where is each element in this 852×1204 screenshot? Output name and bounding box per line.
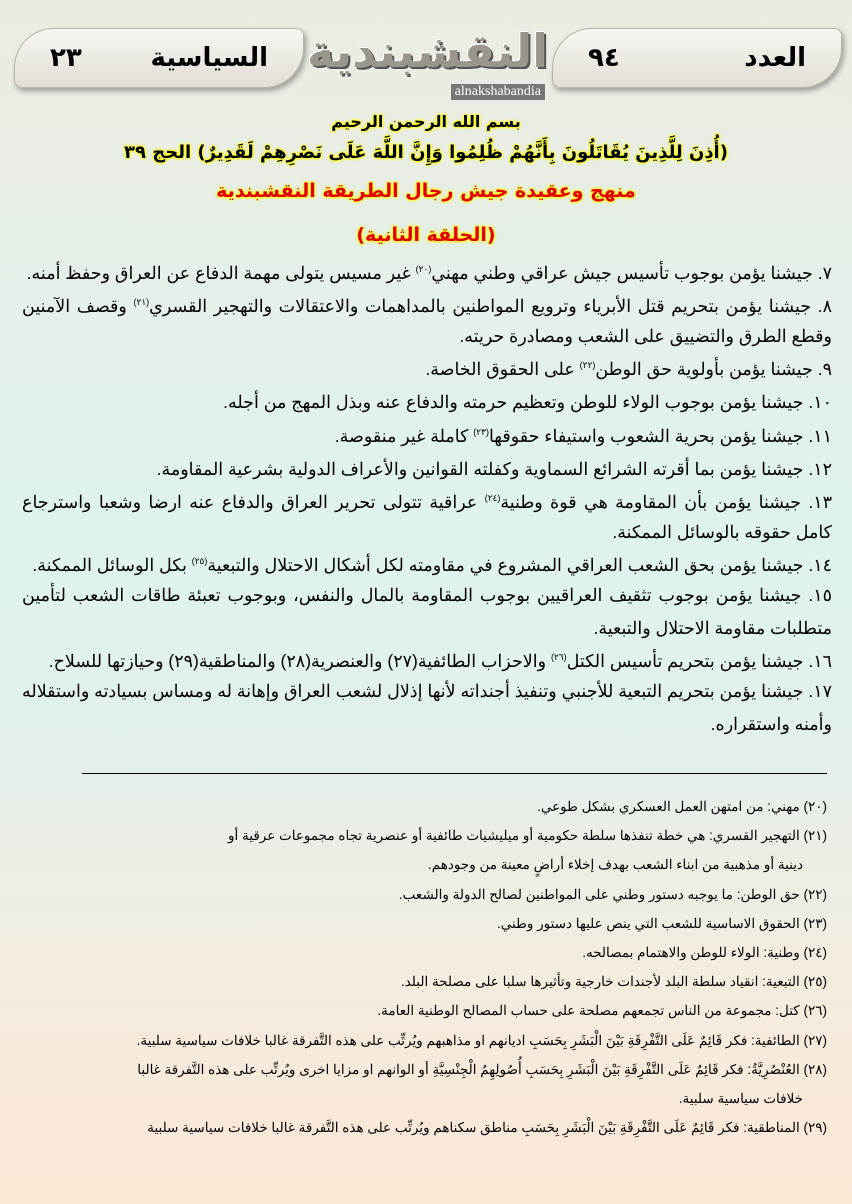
item-text-rest: وقصف الآمنين وقطع الطرق والتضييق على الشعب ومصادرة حريته. <box>22 296 832 346</box>
article-item <box>22 581 832 644</box>
item-text-rest: على الحقوق الخاصة. <box>425 358 580 379</box>
footnote: (٢١) التهجير القسري: هي خطة تنفذها سلطة حكومية أو ميليشيات طائفية أو عنصرية تجاه مجموعات عرقية أو <box>227 828 827 844</box>
footnote: (٢٨) العُنْصُرِيَّةُ: فكر قَائِمٌ عَلَى التَّفْرِقَةِ بَيْنَ الْبَشَرِ بِحَسَبِ أُصُولِهِمُ الْجِنْسِيَّةِ أو الوانهم او مزايا اخرى ويُرتِّب على هذه التَّفرقة غالبا <box>137 1061 827 1077</box>
item-text-rest: بكل الوسائل الممكنة. <box>32 555 192 576</box>
footnote-ref[interactable]: (٢٦) <box>550 652 567 663</box>
item-text: ٩. جيشنا يؤمن بأولوية حق الوطن <box>595 358 832 379</box>
item-text-rest: عراقية تتولى تحرير العراق والدفاع عنه ارضا وشعبا واسترجاع كامل حقوقه بالوسائل الممكنة. <box>22 492 832 542</box>
item-text: ١١. جيشنا يؤمن بحرية الشعوب واستيفاء حقوقها <box>488 425 832 446</box>
logo-latin: alnakshabandia <box>451 84 545 100</box>
section-label: السياسية <box>150 43 268 73</box>
footnote: (٢٣) الحقوق الاساسية للشعب التي ينص عليها دستور وطني. <box>497 915 827 931</box>
footnote: (٢٩) المناطقية: فكر قَائِمٌ عَلَى التَّفْرِقَةِ بَيْنَ الْبَشَرِ بِحَسَبِ مناطق سكناهم ويُرتِّب على هذه التَّفرقة غالبا خلافات سياسية سلبية <box>147 1120 827 1136</box>
item-text: ٧. جيشنا يؤمن بوجوب تأسيس جيش عراقي وطني مهني <box>431 262 832 283</box>
article-item <box>22 677 832 740</box>
item-text: ١٥. جيشنا يؤمن بوجوب تثقيف العراقيين بوجوب المقاومة بالمال والنفس، وبوجوب تعبئة طاقات الشعب لتأمين متطلبات مقاومة الاحتلال والتبعية. <box>22 584 832 638</box>
item-text-rest: والاحزاب الطائفية(٢٧) والعنصرية(٢٨) والمناطقية(٢٩) وحيازتها للسلاح. <box>48 651 551 672</box>
item-text: ١٠. جيشنا يؤمن بوجوب الولاء للوطن وتعظيم حرمته والدفاع عنه وبذل المهج من أجله. <box>223 392 832 413</box>
logo-text: النقشبندية <box>306 24 549 78</box>
article-item <box>22 547 832 580</box>
article-part: (الحلقة الثانية) <box>356 224 496 246</box>
article-item <box>22 451 832 484</box>
footnote: (٢٢) حق الوطن: ما يوجبه دستور وطني على المواطنين لصالح الدولة والشعب. <box>398 886 827 902</box>
article-item <box>22 484 832 547</box>
item-text: ١٧. جيشنا يؤمن بتحريم التبعية للأجنبي وتنفيذ أجنداته لأنها إذلال لشعب العراق وإهانة له ومساس بسيادته واستقلاله وأمنه واستقراره. <box>22 680 832 735</box>
footnote-ref[interactable]: (٢٣) <box>473 426 489 437</box>
page-number: ٢٣ <box>50 43 82 73</box>
footnote: (٢٠) مهني: من امتهن العمل العسكري بشكل طوعي. <box>537 799 827 814</box>
section-banner <box>14 28 304 88</box>
footnote-ref[interactable]: (٢٠) <box>415 264 432 274</box>
footnote-continuation: دينية أو مذهبية من ابناء الشعب بهدف إخلاء أراضٍ معينة من وجودهم. <box>428 857 803 873</box>
masthead-logo <box>305 18 550 100</box>
item-text-rest: كاملة غير منقوصة. <box>334 425 474 446</box>
article-item <box>22 288 832 351</box>
footnote-ref[interactable]: (٢٢) <box>579 360 596 371</box>
article-body <box>22 255 832 740</box>
article-item <box>22 418 832 451</box>
item-text: ١٣. جيشنا يؤمن بأن المقاومة هي قوة وطنية <box>500 492 832 513</box>
footnote: (٢٥) التبعية: انقياد سلطة البلد لأجندات خارجية وتأثيرها سلبا على مصلحة البلد. <box>400 974 827 990</box>
footnote-divider <box>82 773 827 774</box>
item-text: ١٦. جيشنا يؤمن بتحريم تأسيس الكتل <box>566 651 832 672</box>
footnote: (٢٤) وطنية: الولاء للوطن والاهتمام بمصالحه. <box>582 945 827 961</box>
item-text: ١٤. جيشنا يؤمن بحق الشعب العراقي المشروع في مقاومته لكل أشكال الاحتلال والتبعية <box>207 555 832 576</box>
footnote: (٢٧) الطائفية: فكر قَائِمٌ عَلَى التَّفْرِقَةِ بَيْنَ الْبَشَرِ بِحَسَبِ اديانهم او مذاهبهم ويُرتِّب على هذه التَّفرقة غالبا خلافات سياسية سلبية. <box>136 1032 827 1048</box>
article-item <box>22 384 832 417</box>
article-item <box>22 643 832 676</box>
footnotes <box>22 792 827 1142</box>
footnote-ref[interactable]: (٢٥) <box>191 556 208 567</box>
footnote-continuation: خلافات سياسية سلبية. <box>678 1091 803 1107</box>
article-item <box>22 351 832 384</box>
issue-number: ٩٤ <box>588 43 620 73</box>
quran-verse: (أُذِنَ لِلَّذِينَ يُقَاتَلُونَ بِأَنَّهُمْ ظُلِمُوا وَإِنَّ اللَّهَ عَلَى نَصْرِهِمْ لَقَدِيرٌ) الحج ٣٩ <box>124 142 728 163</box>
issue-label: العدد <box>744 43 806 73</box>
item-text: ٨. جيشنا يؤمن بتحريم قتل الأبرياء وترويع المواطنين بالمداهمات والاعتقالات والتهجير القسري <box>149 296 833 317</box>
article-item <box>22 255 832 288</box>
basmala: بسم الله الرحمن الرحيم <box>331 112 521 131</box>
footnote-ref[interactable]: (٢٤) <box>484 493 501 504</box>
item-text: ١٢. جيشنا يؤمن بما أقرته الشرائع السماوية وكفلته القوانين والأعراف الدولية بشرعية المقاومة. <box>156 458 832 479</box>
footnote-ref[interactable]: (٢١) <box>133 297 150 308</box>
item-text-rest: غير مسيس يتولى مهمة الدفاع عن العراق وحفظ أمنه. <box>26 262 416 283</box>
issue-banner <box>552 28 842 88</box>
footnote: (٢٦) كتل: مجموعة من الناس تجمعهم مصلحة على حساب المصالح الوطنية العامة. <box>377 1003 827 1019</box>
article-title: منهج وعقيدة جيش رجال الطريقة النقشبندية <box>216 180 636 202</box>
